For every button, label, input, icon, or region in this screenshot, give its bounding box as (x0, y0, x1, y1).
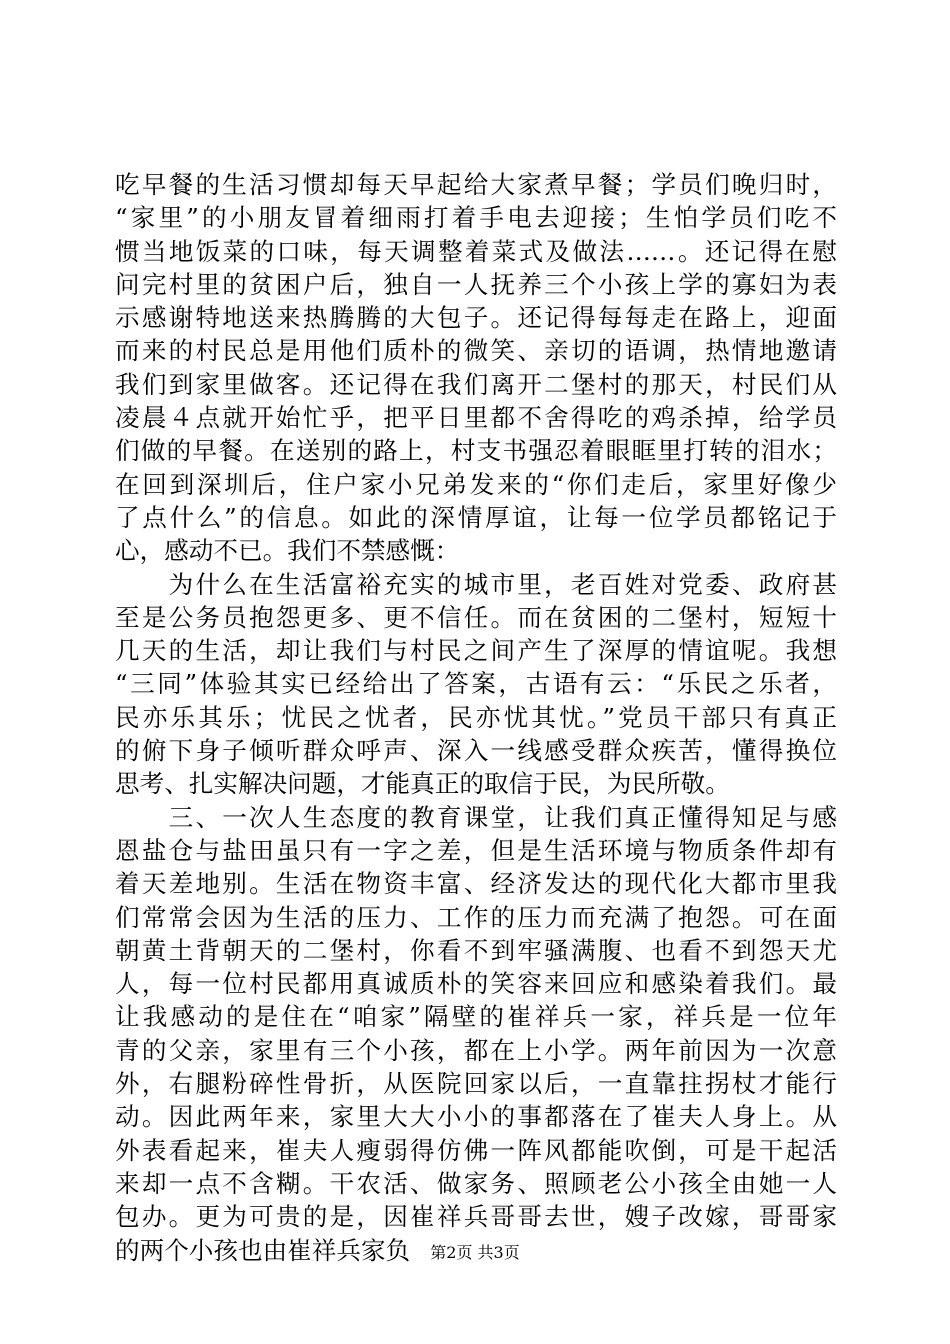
text-line: 们常常会因为生活的压力、工作的压力而充满了抱怨。可在面 (115, 902, 837, 932)
text-line: 着天差地别。生活在物资丰富、经济发达的现代化大都市里我 (115, 869, 837, 899)
text-line: 而来的村民总是用他们质朴的微笑、亲切的语调，热情地邀请 (115, 336, 837, 366)
text-line: 包办。更为可贵的是，因崔祥兵哥哥去世，嫂子改嫁，哥哥家 (115, 1202, 837, 1232)
text-line: 外，右腿粉碎性骨折，从医院回家以后，一直靠拄拐杖才能行 (115, 1069, 837, 1099)
text-line: 心，感动不已。我们不禁感慨： (115, 536, 460, 566)
text-line: 外表看起来，崔夫人瘦弱得仿佛一阵风都能吹倒，可是干起活 (115, 1135, 837, 1165)
text-line: 为什么在生活富裕充实的城市里，老百姓对党委、政府甚 (115, 569, 837, 599)
text-line: 几天的生活，却让我们与村民之间产生了深厚的情谊呢。我想 (115, 636, 837, 666)
text-line: 在回到深圳后，住户家小兄弟发来的“你们走后，家里好像少 (115, 469, 837, 499)
text-line: 思考、扎实解决问题，才能真正的取信于民，为民所敬。 (115, 769, 730, 799)
text-line: 吃早餐的生活习惯却每天早起给大家煮早餐；学员们晚归时， (115, 170, 837, 199)
text-line: 民亦乐其乐；忧民之忧者，民亦忧其忧。”党员干部只有真正 (115, 702, 837, 732)
text-line: 人，每一位村民都用真诚质朴的笑容来回应和感染着我们。最 (115, 969, 837, 999)
text-line: 的两个小孩也由崔祥兵家负 (115, 1235, 411, 1265)
text-line: 凌晨４点就开始忙乎，把平日里都不舍得吃的鸡杀掉，给学员 (115, 403, 837, 433)
text-line: 来却一点不含糊。干农活、做家务、照顾老公小孩全由她一人 (115, 1168, 837, 1198)
text-line: 问完村里的贫困户后，独自一人抚养三个小孩上学的寡妇为表 (115, 269, 837, 299)
text-line: 三、一次人生态度的教育课堂，让我们真正懂得知足与感 (115, 802, 837, 832)
text-line: 了点什么”的信息。如此的深情厚谊，让每一位学员都铭记于 (115, 502, 837, 532)
text-line: 动。因此两年来，家里大大小小的事都落在了崔夫人身上。从 (115, 1102, 837, 1132)
text-line: 我们到家里做客。还记得在我们离开二堡村的那天，村民们从 (115, 369, 837, 399)
text-line: 惯当地饭菜的口味，每天调整着菜式及做法……。还记得在慰 (115, 236, 837, 266)
text-line: 们做的早餐。在送别的路上，村支书强忍着眼眶里打转的泪水； (115, 436, 837, 466)
document-body (115, 168, 837, 1267)
text-line: 恩盐仓与盐田虽只有一字之差，但是生活环境与物质条件却有 (115, 835, 837, 865)
text-line: 朝黄土背朝天的二堡村，你看不到牢骚满腹、也看不到怨天尤 (115, 935, 837, 965)
text-line: 让我感动的是住在“咱家”隔壁的崔祥兵一家，祥兵是一位年 (115, 1002, 837, 1032)
page-footer: 第2页 共3页 (430, 1243, 520, 1262)
text-line: “三同”体验其实已经给出了答案，古语有云：“乐民之乐者， (115, 669, 837, 699)
text-line: 青的父亲，家里有三个小孩，都在上小学。两年前因为一次意 (115, 1035, 837, 1065)
text-line: 至是公务员抱怨更多、更不信任。而在贫困的二堡村，短短十 (115, 602, 837, 632)
text-line: 的俯下身子倾听群众呼声、深入一线感受群众疾苦，懂得换位 (115, 736, 837, 766)
text-line: 示感谢特地送来热腾腾的大包子。还记得每每走在路上，迎面 (115, 303, 837, 333)
text-line: “家里”的小朋友冒着细雨打着手电去迎接；生怕学员们吃不 (115, 203, 837, 233)
